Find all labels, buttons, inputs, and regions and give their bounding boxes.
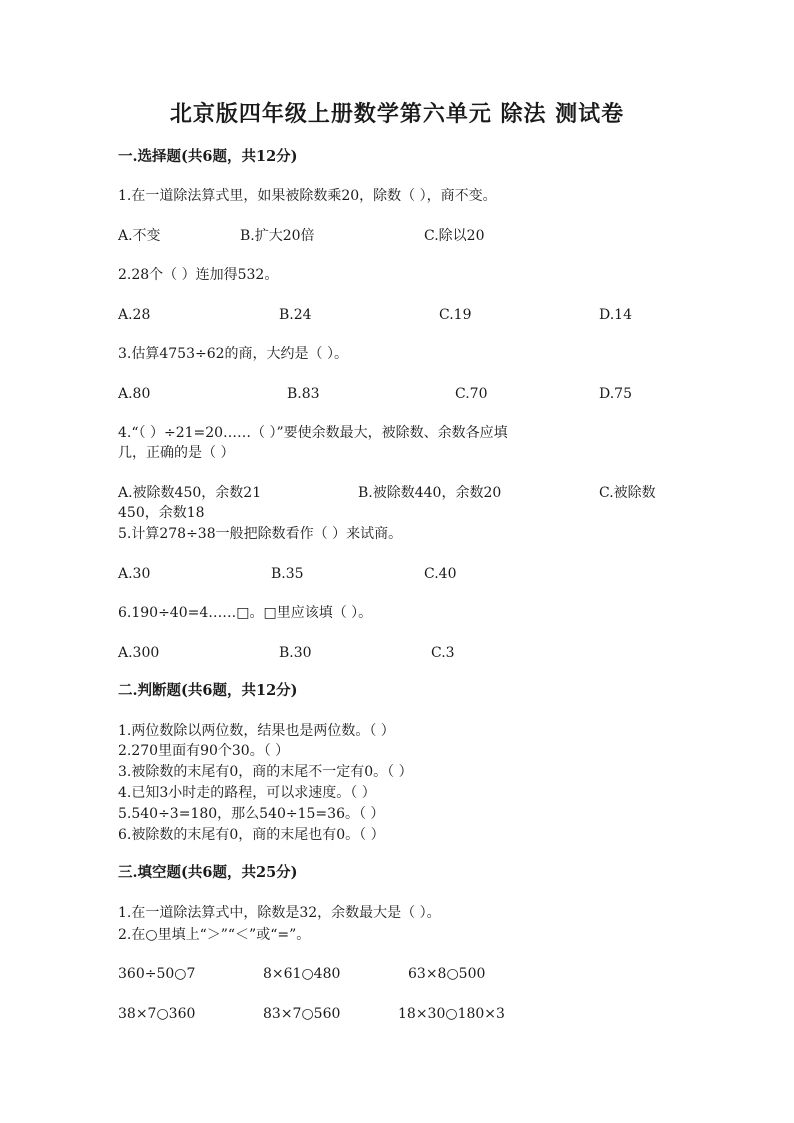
question-text: 2.28个（ ）连加得532。 <box>118 267 279 283</box>
section-heading-fill: 三.填空题(共6题，共25分) <box>118 864 298 881</box>
option-c: C.19 <box>439 307 472 323</box>
list-item: 3.被除数的末尾有0，商的末尾不一定有0。（ ） <box>118 764 413 780</box>
option-c: C.被除数 <box>599 485 656 501</box>
question-text: 3.估算4753÷62的商，大约是（ ）。 <box>118 346 348 362</box>
question-text: 1.在一道除法算式中，除数是32，余数最大是（ ）。 <box>118 905 441 921</box>
section-heading-choice: 一.选择题(共6题，共12分) <box>118 148 298 165</box>
option-a: A.28 <box>118 307 151 323</box>
question-text: 1.在一道除法算式里，如果被除数乘20，除数（ ），商不变。 <box>118 188 497 204</box>
option-a: A.300 <box>118 645 160 661</box>
option-a: A.被除数450，余数21 <box>118 485 262 501</box>
list-item: 5.540÷3=180，那么540÷15=36。（ ） <box>118 806 385 822</box>
option-b: B.30 <box>279 645 312 661</box>
option-d: D.14 <box>599 307 632 323</box>
list-item: 2.270里面有90个30。（ ） <box>118 743 290 759</box>
list-item: 1.两位数除以两位数，结果也是两位数。（ ） <box>118 723 395 739</box>
option-c: C.70 <box>455 386 488 402</box>
option-d: D.75 <box>599 386 632 402</box>
option-b: B.83 <box>287 386 320 402</box>
option-a: A.30 <box>118 566 151 582</box>
option-c: C.3 <box>431 645 455 661</box>
comparison-item: 18×30○180×3 <box>398 1006 505 1022</box>
option-c: C.除以20 <box>424 228 485 244</box>
question-text: 6.190÷40=4……□。□里应该填（ ）。 <box>118 605 373 621</box>
question-text-continued: 几，正确的是（ ） <box>118 445 235 461</box>
option-a: A.不变 <box>118 228 161 244</box>
option-b: B.35 <box>271 566 304 582</box>
question-text: 4.“（ ）÷21=20……（ ）”要使余数最大，被除数、余数各应填 <box>118 425 508 441</box>
comparison-item: 8×61○480 <box>263 966 341 982</box>
comparison-item: 63×8○500 <box>408 966 486 982</box>
question-text: 2.在○里填上“＞”“＜”或“=”。 <box>118 927 311 943</box>
option-b: B.扩大20倍 <box>240 228 315 244</box>
section-heading-judgment: 二.判断题(共6题，共12分) <box>118 682 298 699</box>
option-c-continued: 450，余数18 <box>118 505 205 521</box>
comparison-item: 83×7○560 <box>263 1006 341 1022</box>
page-title: 北京版四年级上册数学第六单元 除法 测试卷 <box>169 101 625 127</box>
question-text: 5.计算278÷38一般把除数看作（ ）来试商。 <box>118 526 403 542</box>
option-a: A.80 <box>118 386 151 402</box>
list-item: 6.被除数的末尾有0，商的末尾也有0。（ ） <box>118 827 385 843</box>
comparison-item: 38×7○360 <box>118 1006 196 1022</box>
option-b: B.被除数440，余数20 <box>358 485 502 501</box>
list-item: 4.已知3小时走的路程，可以求速度。（ ） <box>118 785 376 801</box>
option-c: C.40 <box>424 566 457 582</box>
option-b: B.24 <box>279 307 312 323</box>
comparison-item: 360÷50○7 <box>118 966 196 982</box>
